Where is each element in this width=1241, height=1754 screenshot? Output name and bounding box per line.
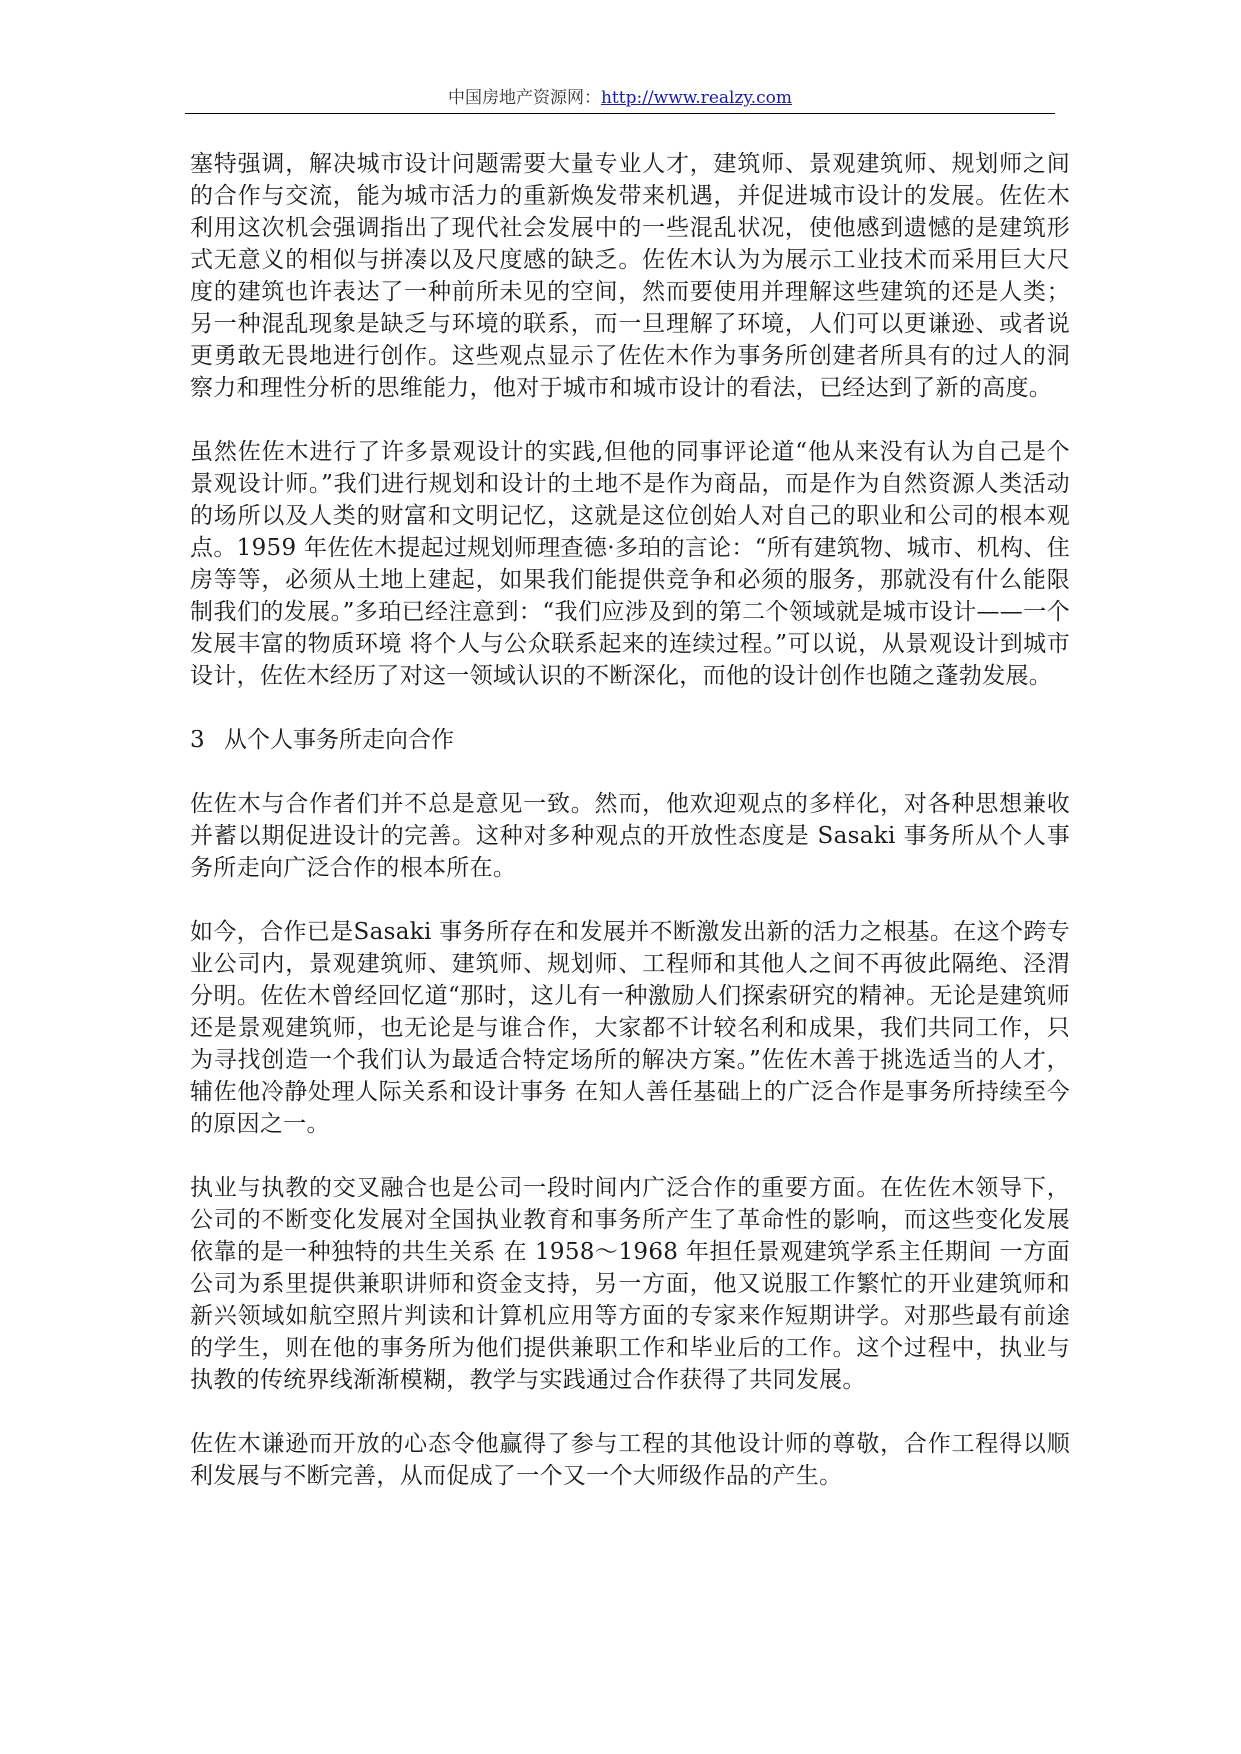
section-title: 从个人事务所走向合作 xyxy=(224,727,454,753)
section-heading xyxy=(190,724,1070,756)
document-body xyxy=(190,148,1070,1492)
site-label: 中国房地产资源网： xyxy=(447,88,601,108)
paragraph-4: 如今，合作已是Sasaki 事务所存在和发展并不断激发出新的活力之根基。在这个跨专业公司内，景观建筑师、建筑师、规划师、工程师和其他人之间不再彼此隔绝、泾渭分明。佐佐木曾经回忆道“那时，这儿有一种激励人们探索研究的精神。无论是建筑师还是景观建筑师，也无论是与谁合作，大家都不计较名利和成果，我们共同工作，只为寻找创造一个我们认为最适合特定场所的解决方案。”佐佐木善于挑选适当的人才，辅佐他冷静处理人际关系和设计事务 在知人善任基础上的广泛合作是事务所持续至今的原因之一。 xyxy=(190,919,1070,1137)
section-number: 3 xyxy=(190,727,205,753)
paragraph-6: 佐佐木谦逊而开放的心态令他赢得了参与工程的其他设计师的尊敬，合作工程得以顺利发展与不断完善，从而促成了一个又一个大师级作品的产生。 xyxy=(190,1431,1070,1489)
header-divider xyxy=(185,113,1055,114)
paragraph-2: 虽然佐佐木进行了许多景观设计的实践,但他的同事评论道“他从来没有认为自己是个景观设计师。”我们进行规划和设计的土地不是作为商品，而是作为自然资源人类活动的场所以及人类的财富和文明记忆，这就是这位创始人对自己的职业和公司的根本观点。1959 年佐佐木提起过规划师理查德·多珀的言论：“所有建筑物、城市、机构、住房等等，必须从土地上建起，如果我们能提供竞争和必须的服务，那就没有什么能限制我们的发展。”多珀已经注意到：“我们应涉及到的第二个领域就是城市设计——一个发展丰富的物质环境 将个人与公众联系起来的连续过程。”可以说，从景观设计到城市设计，佐佐木经历了对这一领域认识的不断深化，而他的设计创作也随之蓬勃发展。 xyxy=(190,439,1070,689)
paragraph-5: 执业与执教的交叉融合也是公司一段时间内广泛合作的重要方面。在佐佐木领导下，公司的不断变化发展对全国执业教育和事务所产生了革命性的影响，而这些变化发展依靠的是一种独特的共生关系 在 1958～1968 年担任景观建筑学系主任期间 一方面公司为系里提供兼职讲师和资金支持，另一方面，他又说服工作繁忙的开业建筑师和新兴领域如航空照片判读和计算机应用等方面的专家来作短期讲学。对那些最有前途的学生，则在他的事务所为他们提供兼职工作和毕业后的工作。这个过程中，执业与执教的传统界线渐渐模糊，教学与实践通过合作获得了共同发展。 xyxy=(190,1175,1070,1393)
paragraph-3: 佐佐木与合作者们并不总是意见一致。然而，他欢迎观点的多样化，对各种思想兼收并蓄以期促进设计的完善。这种对多种观点的开放性态度是 Sasaki 事务所从个人事务所走向广泛合作的根本所在。 xyxy=(190,791,1070,881)
site-link[interactable]: http://www.realzy.com xyxy=(600,88,793,108)
paragraph-1: 塞特强调，解决城市设计问题需要大量专业人才，建筑师、景观建筑师、规划师之间的合作与交流，能为城市活力的重新焕发带来机遇，并促进城市设计的发展。佐佐木利用这次机会强调指出了现代社会发展中的一些混乱状况，使他感到遗憾的是建筑形式无意义的相似与拼凑以及尺度感的缺乏。佐佐木认为为展示工业技术而采用巨大尺度的建筑也许表达了一种前所未见的空间，然而要使用并理解这些建筑的还是人类；另一种混乱现象是缺乏与环境的联系，而一旦理解了环境，人们可以更谦逊、或者说更勇敢无畏地进行创作。这些观点显示了佐佐木作为事务所创建者所具有的过人的洞察力和理性分析的思维能力，他对于城市和城市设计的看法，已经达到了新的高度。 xyxy=(190,151,1070,401)
page-header xyxy=(185,86,1055,110)
